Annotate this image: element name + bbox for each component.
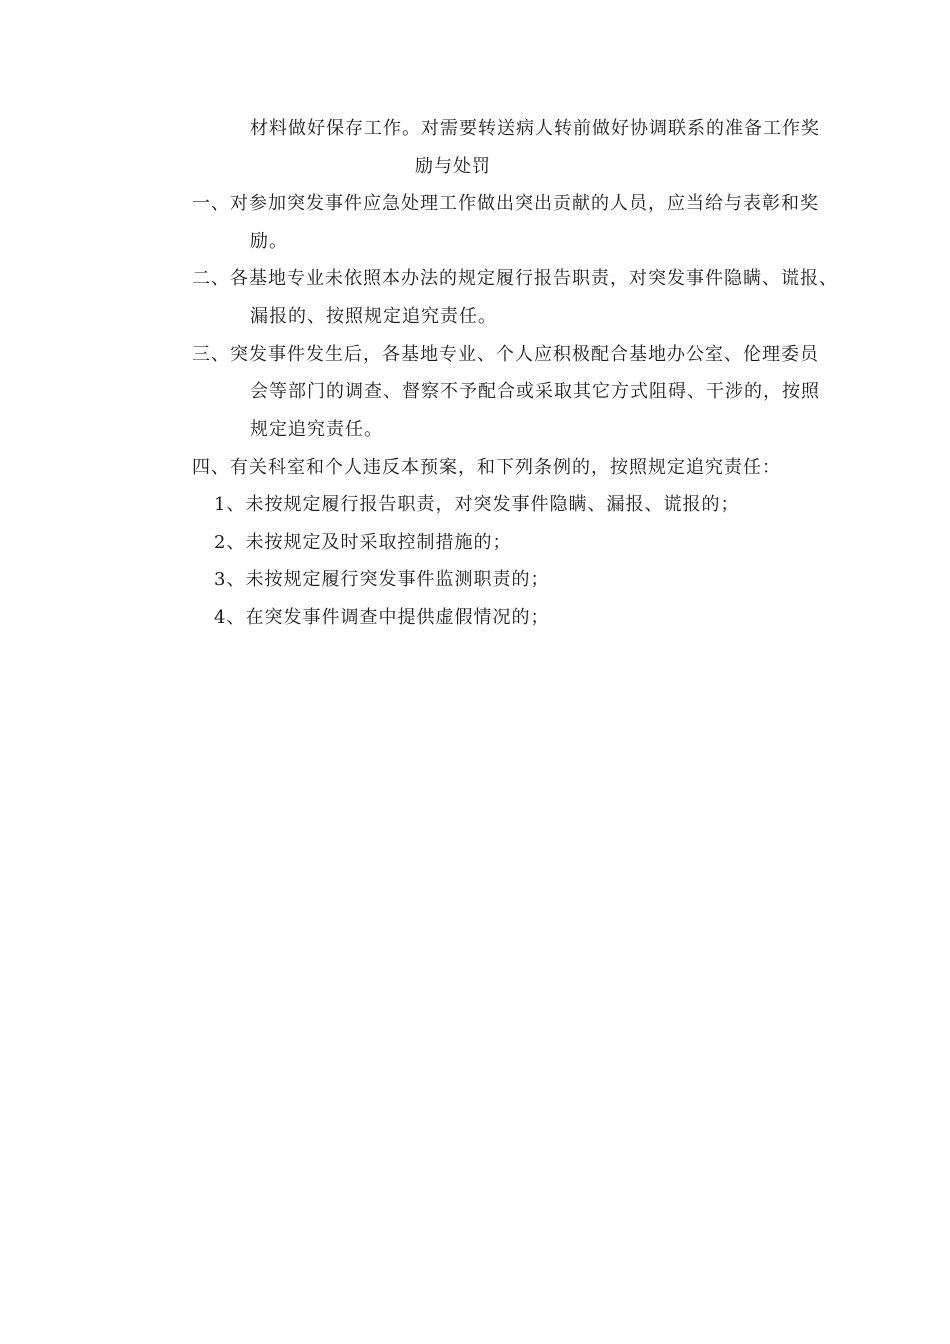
sub-item-1: 1、未按规定履行报告职责，对突发事件隐瞒、漏报、谎报的；	[214, 494, 740, 515]
item-4-line-1: 四、有关科室和个人违反本预案，和下列条例的，按照规定追究责任：	[192, 457, 781, 478]
sub-item-2: 2、未按规定及时采取控制措施的；	[214, 532, 512, 553]
item-3-line-3: 规定追究责任。	[250, 419, 383, 440]
item-1-line-1: 一、对参加突发事件应急处理工作做出突出贡献的人员，应当给与表彰和奖	[192, 193, 819, 214]
sub-item-3: 3、未按规定履行突发事件监测职责的；	[214, 569, 550, 590]
intro-line: 材料做好保存工作。对需要转送病人转前做好协调联系的准备工作奖	[250, 118, 820, 139]
item-3-line-2: 会等部门的调查、督察不予配合或采取其它方式阻碍、干涉的，按照	[250, 381, 820, 402]
item-3-line-1: 三、突发事件发生后，各基地专业、个人应积极配合基地办公室、伦理委员	[192, 344, 819, 365]
item-2-line-2: 漏报的、按照规定追究责任。	[250, 306, 497, 327]
sub-item-4: 4、在突发事件调查中提供虚假情况的；	[214, 607, 550, 628]
item-1-line-2: 励。	[250, 231, 288, 252]
section-title: 励与处罚	[415, 156, 491, 177]
item-2-line-1: 二、各基地专业未依照本办法的规定履行报告职责，对突发事件隐瞒、谎报、	[192, 268, 838, 289]
